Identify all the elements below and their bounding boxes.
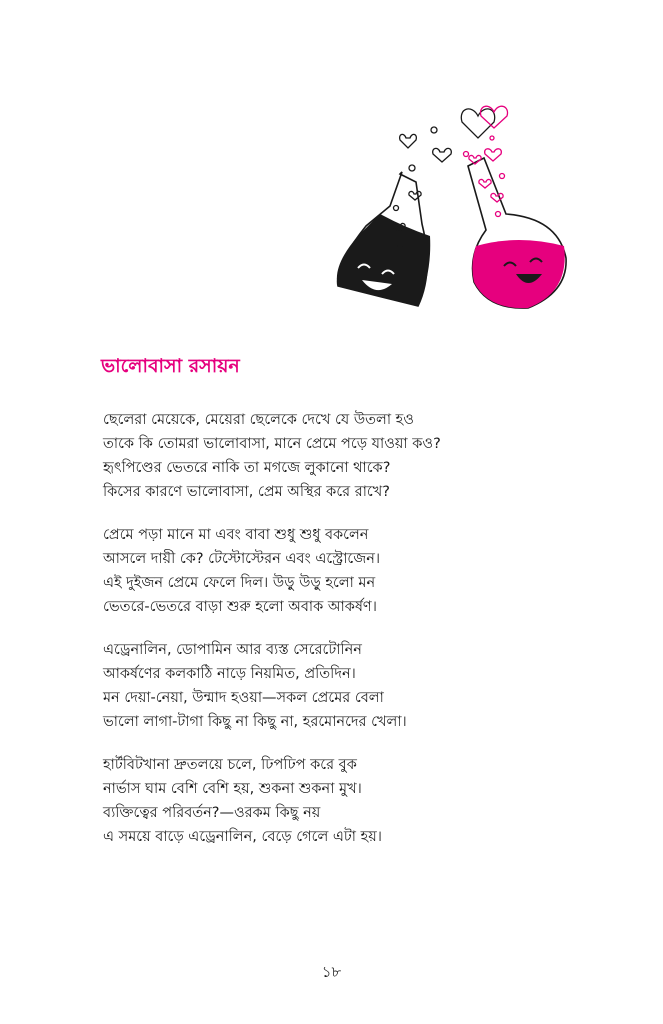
poem-line: হৃৎপিণ্ডের ভেতরে নাকি তা মগজে লুকানো থাকে?	[103, 460, 391, 476]
poem-line: ভালো লাগা-টাগা কিছু না কিছু না, হরমোনদের খেলা।	[103, 714, 407, 730]
poem-body	[103, 408, 543, 868]
poem-line: হার্টবিটখানা দ্রুতলয়ে চলে, ঢিপঢিপ করে বুক	[103, 757, 357, 773]
poem-line: এড্রেনালিন, ডোপামিন আর ব্যস্ত সেরেটোনিন	[103, 642, 362, 658]
poem-line: ভেতরে-ভেতরে বাড়া শুরু হলো অবাক আকর্ষণ।	[103, 599, 377, 615]
poem-line: প্রেমে পড়া মানে মা এবং বাবা শুধু শুধু বকলেন	[103, 527, 369, 543]
poem-line: ব্যক্তিত্বের পরিবর্তন?—ওরকম কিছু নয়	[103, 805, 321, 821]
poem-line: মন দেয়া-নেয়া, উন্মাদ হওয়া—সকল প্রেমের বেলা	[103, 690, 384, 706]
poem-line: তাকে কি তোমরা ভালোবাসা, মানে প্রেমে পড়ে যাওয়া কও?	[103, 436, 441, 452]
stanza	[103, 408, 543, 504]
stanza	[103, 523, 543, 619]
poem-line: এই দুইজন প্রেমে ফেলে দিল। উড়ু উড়ু হলো মন	[103, 575, 376, 591]
poem-line: ছেলেরা মেয়েকে, মেয়েরা ছেলেকে দেখে যে উতলা হও	[103, 412, 414, 428]
poem-line: আকর্ষণের কলকাঠি নাড়ে নিয়মিত, প্রতিদিন।	[103, 666, 356, 682]
poem-title: ভালোবাসা রসায়ন	[101, 355, 240, 377]
poem-line: আসলে দায়ী কে? টেস্টোস্টেরন এবং এস্ট্রোজেন।	[103, 551, 381, 567]
love-chemistry-flasks-icon	[318, 96, 598, 316]
poem-line: কিসের কারণে ভালোবাসা, প্রেম অস্থির করে রাখে?	[103, 484, 390, 500]
stanza	[103, 753, 543, 849]
poem-line: নার্ভাস ঘাম বেশি বেশি হয়, শুকনা শুকনা মুখ।	[103, 781, 362, 797]
love-flasks-illustration	[318, 96, 598, 316]
page-number: ১৮	[321, 963, 342, 981]
stanza	[103, 638, 543, 734]
poem-line: এ সময়ে বাড়ে এড্রেনালিন, বেড়ে গেলে এটা হয়।	[103, 829, 382, 845]
